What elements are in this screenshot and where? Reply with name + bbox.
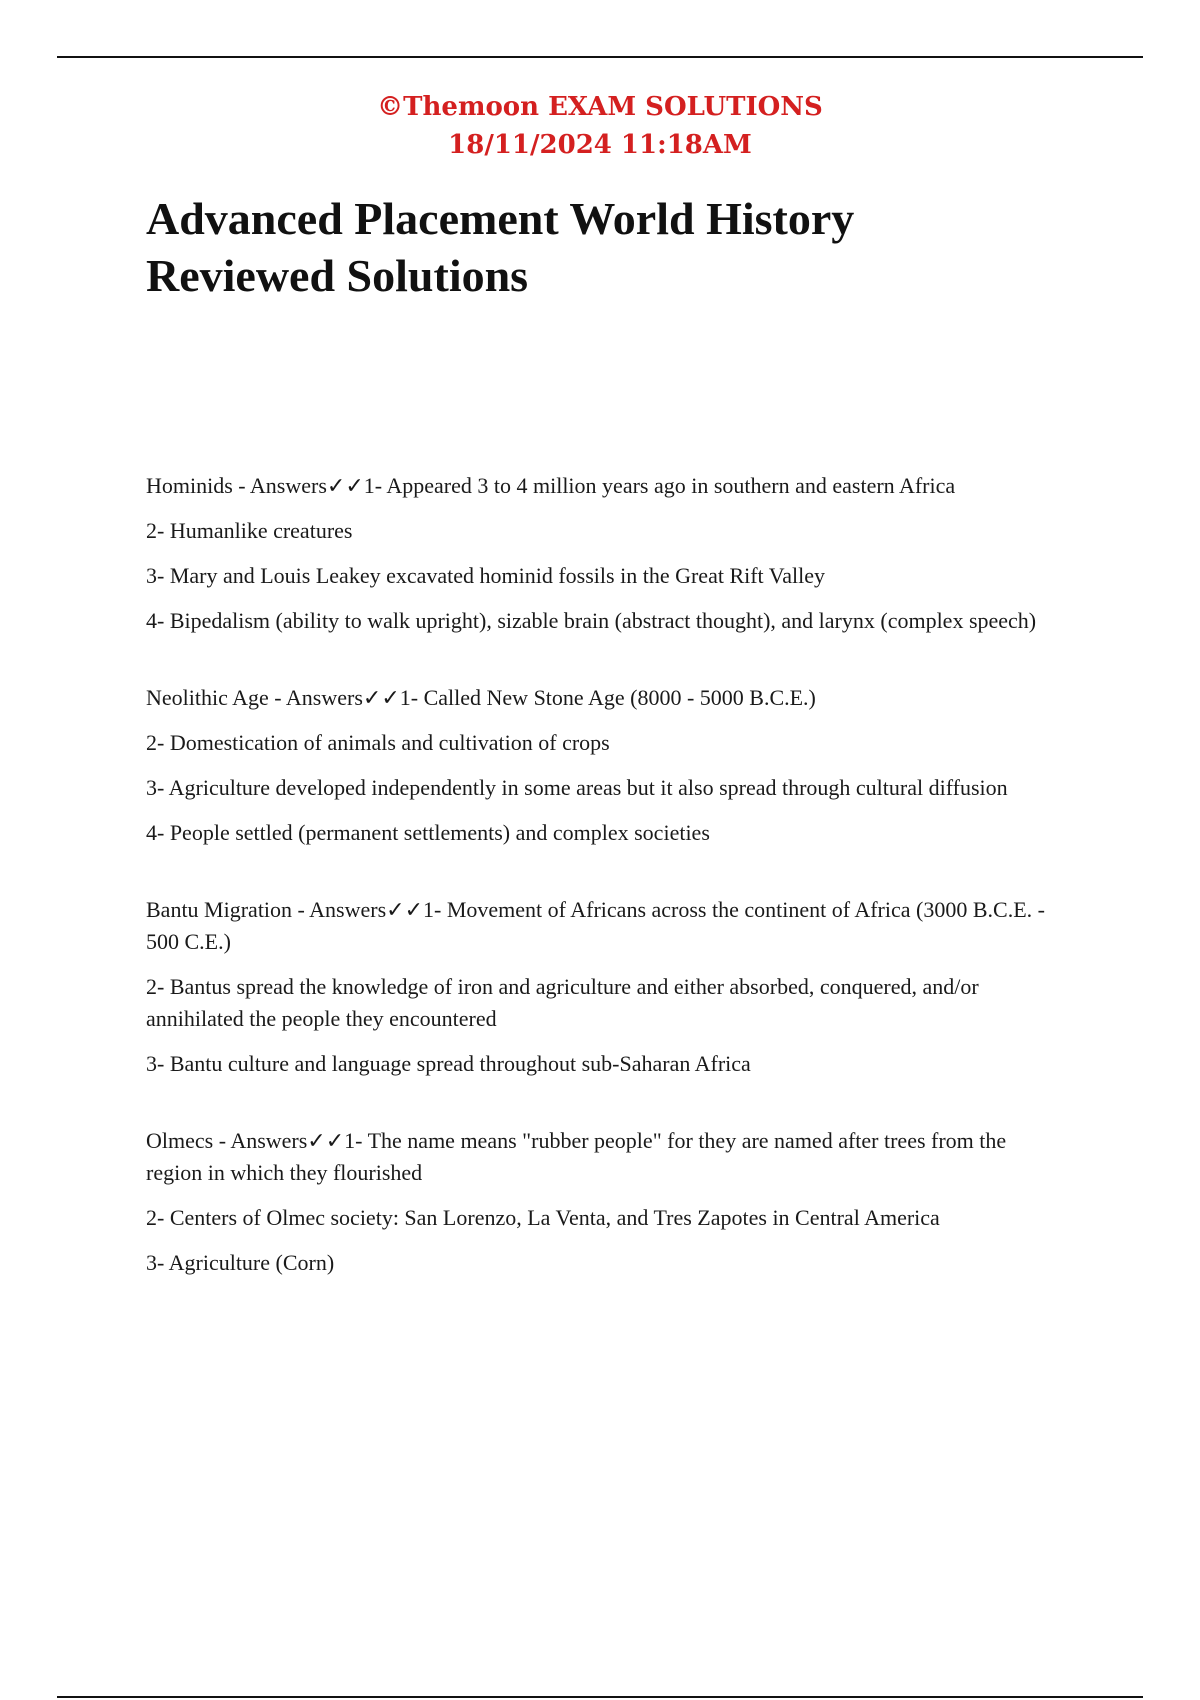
paragraph: 3- Agriculture (Corn) bbox=[146, 1250, 335, 1275]
paragraph: 2- Bantus spread the knowledge of iron and agriculture and either absorbed, conquered, and/or annihilated the people they encountered bbox=[146, 974, 979, 1031]
top-divider bbox=[57, 56, 1143, 58]
watermark-header bbox=[0, 88, 1200, 164]
bottom-divider bbox=[57, 1696, 1143, 1698]
paragraph: Olmecs - Answers✓✓1- The name means "rubber people" for they are named after trees from the region in which they flourished bbox=[146, 1128, 1007, 1185]
paragraph: Hominids - Answers✓✓1- Appeared 3 to 4 million years ago in southern and eastern Africa bbox=[146, 473, 956, 498]
section-hominids bbox=[146, 470, 1066, 637]
section-neolithic-age bbox=[146, 682, 1066, 849]
paragraph: 3- Agriculture developed independently in some areas but it also spread through cultural diffusion bbox=[146, 775, 1008, 800]
document-body bbox=[146, 470, 1066, 1324]
paragraph: Neolithic Age - Answers✓✓1- Called New Stone Age (8000 - 5000 B.C.E.) bbox=[146, 685, 816, 710]
paragraph: 4- Bipedalism (ability to walk upright), sizable brain (abstract thought), and larynx (complex speech) bbox=[146, 608, 1037, 633]
watermark-line-2: 18/11/2024 11:18AM bbox=[448, 130, 752, 160]
paragraph: 2- Humanlike creatures bbox=[146, 518, 353, 543]
paragraph: Bantu Migration - Answers✓✓1- Movement of Africans across the continent of Africa (3000 B.C.E. - 500 C.E.) bbox=[146, 897, 1045, 954]
section-bantu-migration bbox=[146, 894, 1066, 1080]
document-title bbox=[146, 190, 1106, 304]
paragraph: 2- Centers of Olmec society: San Lorenzo, La Venta, and Tres Zapotes in Central America bbox=[146, 1205, 940, 1230]
paragraph: 4- People settled (permanent settlements) and complex societies bbox=[146, 820, 710, 845]
paragraph: 2- Domestication of animals and cultivation of crops bbox=[146, 730, 610, 755]
title-line-2: Reviewed Solutions bbox=[146, 250, 529, 301]
paragraph: 3- Bantu culture and language spread throughout sub-Saharan Africa bbox=[146, 1051, 751, 1076]
watermark-line-1: ©Themoon EXAM SOLUTIONS bbox=[377, 92, 823, 122]
title-line-1: Advanced Placement World History bbox=[146, 193, 855, 244]
section-olmecs bbox=[146, 1125, 1066, 1279]
paragraph: 3- Mary and Louis Leakey excavated hominid fossils in the Great Rift Valley bbox=[146, 563, 825, 588]
